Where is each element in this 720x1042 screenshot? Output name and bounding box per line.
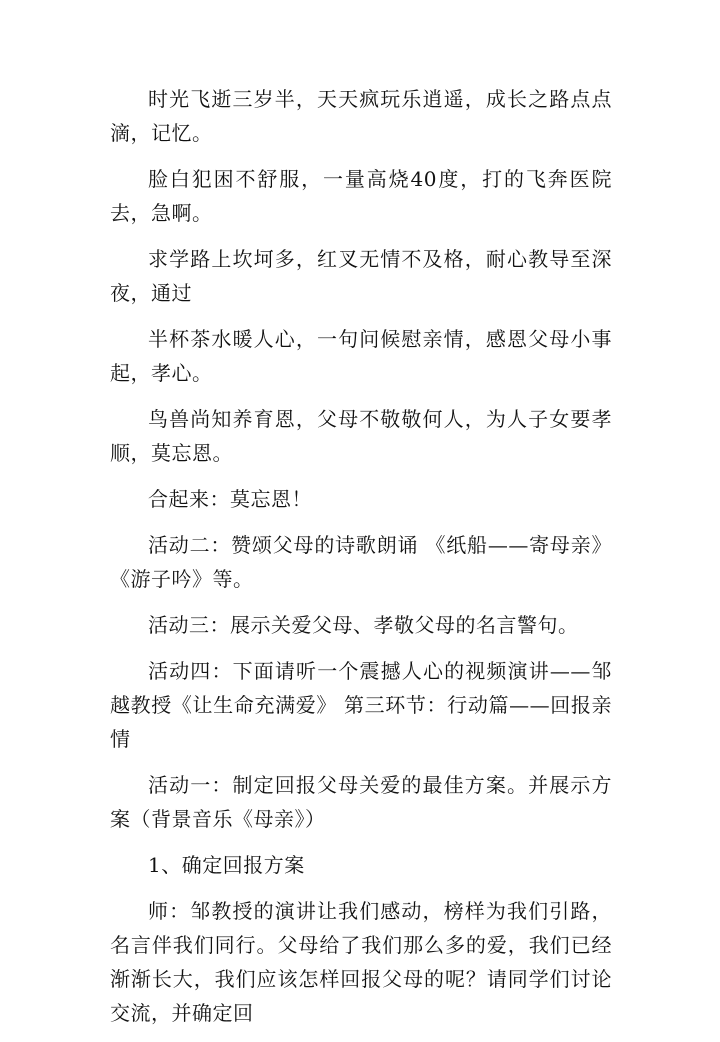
document-body xyxy=(110,82,612,1042)
paragraph-together: 合起来：莫忘恩！ xyxy=(148,487,312,511)
paragraph-memory: 时光飞逝三岁半，天天疯玩乐逍遥，成长之路点点滴，记忆。 xyxy=(110,87,612,145)
paragraph-activity-two: 活动二：赞颂父母的诗歌朗诵 《纸船——寄母亲》《游子吟》等。 xyxy=(110,533,612,591)
paragraph-step-one: 1、确定回报方案 xyxy=(148,853,305,877)
paragraph-activity-three: 活动三：展示关爱父母、孝敬父母的名言警句。 xyxy=(148,613,579,637)
paragraph-fever: 脸白犯困不舒服，一量高烧40度，打的飞奔医院去，急啊。 xyxy=(110,167,612,225)
paragraph-tea: 半杯茶水暖人心，一句问候慰亲情，感恩父母小事起，孝心。 xyxy=(110,327,612,385)
paragraph-filial: 鸟兽尚知养育恩，父母不敬敬何人，为人子女要孝顺，莫忘恩。 xyxy=(110,407,612,465)
paragraph-activity-one: 活动一：制定回报父母关爱的最佳方案。并展示方案（背景音乐《母亲》） xyxy=(110,773,612,831)
paragraph-activity-four: 活动四：下面请听一个震撼人心的视频演讲——邹越教授《让生命充满爱》 第三环节：行动篇——回报亲情 xyxy=(110,659,612,751)
paragraph-study: 求学路上坎坷多，红叉无情不及格，耐心教导至深夜，通过 xyxy=(110,247,612,305)
paragraph-teacher: 师：邹教授的演讲让我们感动，榜样为我们引路，名言伴我们同行。父母给了我们那么多的爱，我们已经渐渐长大，我们应该怎样回报父母的呢？请同学们讨论交流，并确定回 xyxy=(110,899,612,1025)
